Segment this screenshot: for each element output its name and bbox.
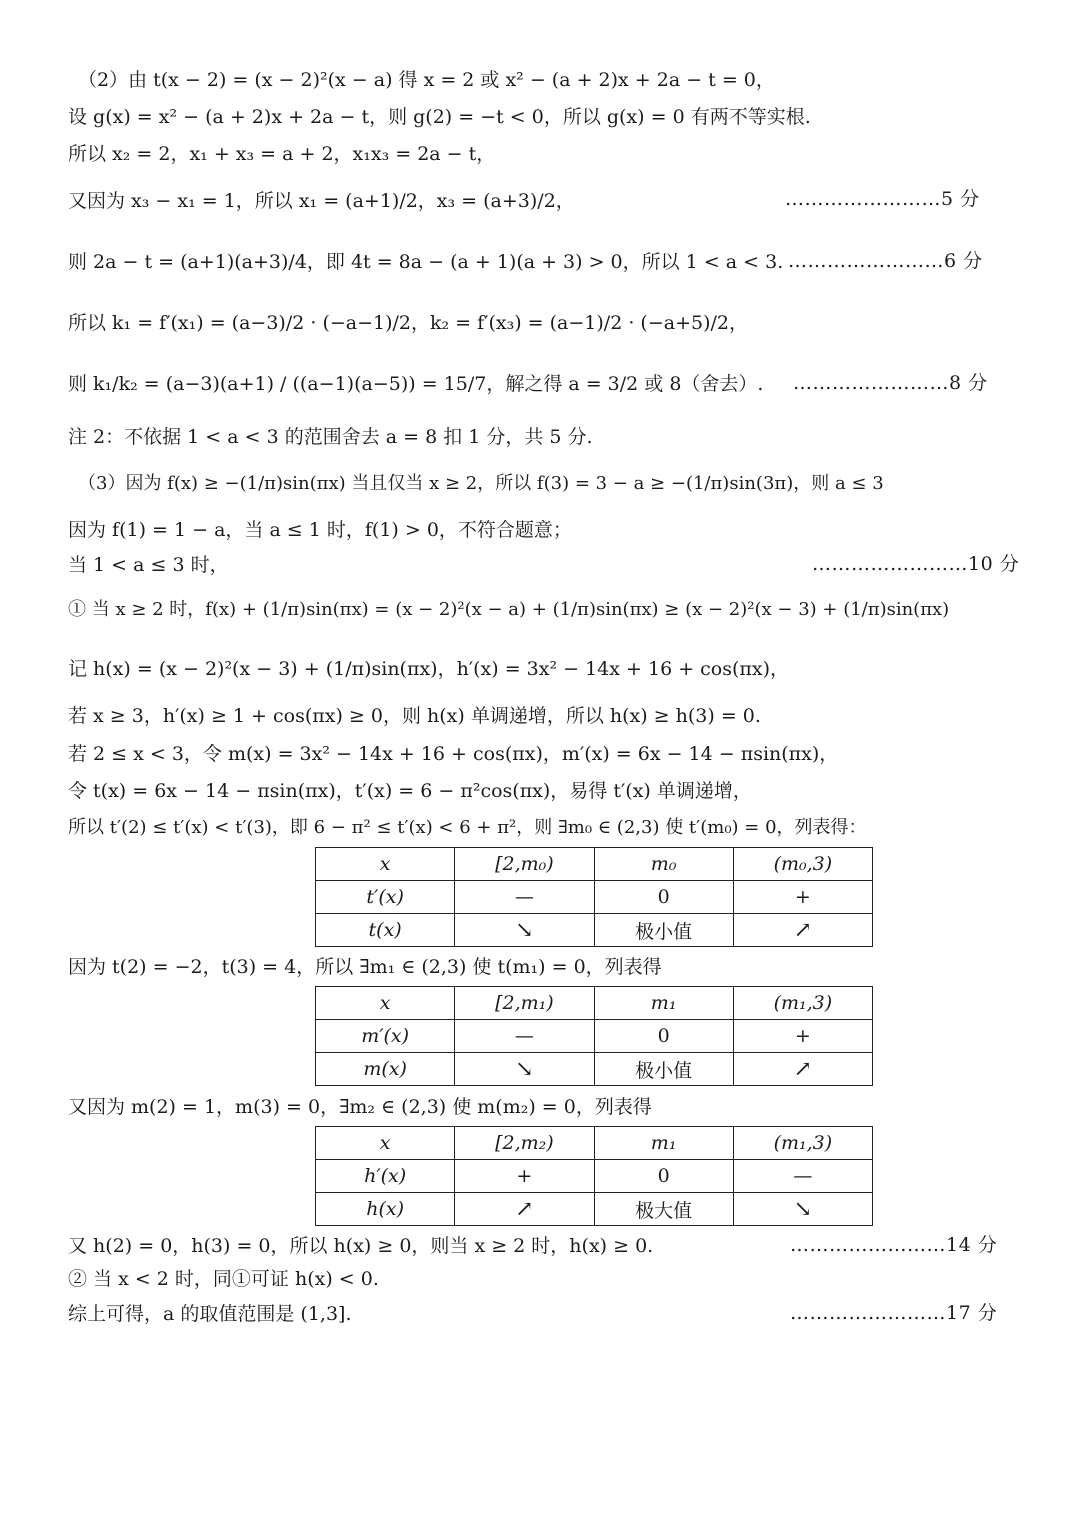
text-line: ① 当 x ≥ 2 时，f(x) + (1/π)sin(πx) = (x − 2)²(x − a) + (1/π)sin(πx) ≥ (x − 2)²(x − 3) + (1/π)sin(πx) — [68, 599, 950, 620]
table-cell: — — [455, 881, 594, 914]
table-cell: — — [733, 1160, 872, 1193]
table-row — [316, 1193, 873, 1226]
increasing-arrow-icon: ↗ — [455, 1193, 594, 1226]
table-row — [316, 848, 873, 881]
table-cell: h(x) — [316, 1193, 455, 1226]
sign-table-m — [315, 986, 873, 1086]
text-line: 则 2a − t = (a+1)(a+3)/4，即 4t = 8a − (a + 1)(a + 3) > 0，所以 1 < a < 3. — [68, 251, 784, 273]
table-cell: 极大值 — [594, 1193, 733, 1226]
table-cell: m(x) — [316, 1053, 455, 1086]
table-cell: — — [455, 1020, 594, 1053]
table-cell: [2,m₀) — [455, 848, 594, 881]
table-cell: t′(x) — [316, 881, 455, 914]
table-cell: 0 — [594, 1020, 733, 1053]
text-line: 所以 t′(2) ≤ t′(x) < t′(3)，即 6 − π² ≤ t′(x) < 6 + π²，则 ∃m₀ ∈ (2,3) 使 t′(m₀) = 0，列表得： — [68, 817, 867, 838]
table-cell: + — [455, 1160, 594, 1193]
table-cell: m₁ — [594, 987, 733, 1020]
table-cell: m′(x) — [316, 1020, 455, 1053]
table-cell: x — [316, 1127, 455, 1160]
text-line: 记 h(x) = (x − 2)²(x − 3) + (1/π)sin(πx)，h′(x) = 3x² − 14x + 16 + cos(πx)， — [68, 658, 790, 680]
table-row — [316, 1127, 873, 1160]
sign-table-h — [315, 1126, 873, 1226]
table-cell: h′(x) — [316, 1160, 455, 1193]
score-mark: ……………………5 分 — [785, 188, 980, 210]
score-mark: ……………………8 分 — [793, 372, 988, 394]
text-line: 因为 t(2) = −2，t(3) = 4，所以 ∃m₁ ∈ (2,3) 使 t(m₁) = 0，列表得 — [68, 956, 662, 978]
table-cell: t(x) — [316, 914, 455, 947]
score-mark: ……………………17 分 — [790, 1302, 998, 1324]
text-line: （3）因为 f(x) ≥ −(1/π)sin(πx) 当且仅当 x ≥ 2，所以 f(3) = 3 − a ≥ −(1/π)sin(3π)，则 a ≤ 3 — [78, 473, 884, 494]
table-row — [316, 1160, 873, 1193]
sign-table-t — [315, 847, 873, 947]
table-row — [316, 1020, 873, 1053]
table-cell: x — [316, 987, 455, 1020]
text-line: 所以 x₂ = 2，x₁ + x₃ = a + 2，x₁x₃ = 2a − t， — [68, 143, 496, 165]
text-line: 若 2 ≤ x < 3，令 m(x) = 3x² − 14x + 16 + cos(πx)，m′(x) = 6x − 14 − πsin(πx)， — [68, 743, 839, 765]
decreasing-arrow-icon: ↘ — [455, 1053, 594, 1086]
increasing-arrow-icon: ↗ — [733, 914, 872, 947]
table-row — [316, 914, 873, 947]
table-cell: [2,m₂) — [455, 1127, 594, 1160]
text-line: 若 x ≥ 3，h′(x) ≥ 1 + cos(πx) ≥ 0，则 h(x) 单调递增，所以 h(x) ≥ h(3) = 0. — [68, 705, 761, 727]
score-mark: ……………………6 分 — [788, 250, 983, 272]
score-mark: ……………………14 分 — [790, 1234, 998, 1256]
text-line: 又因为 x₃ − x₁ = 1，所以 x₁ = (a+1)/2，x₃ = (a+3)/2， — [68, 190, 575, 212]
table-cell: (m₁,3) — [733, 987, 872, 1020]
table-cell: m₀ — [594, 848, 733, 881]
table-cell: (m₀,3) — [733, 848, 872, 881]
table-cell: 0 — [594, 881, 733, 914]
text-line: 又因为 m(2) = 1，m(3) = 0，∃m₂ ∈ (2,3) 使 m(m₂) = 0，列表得 — [68, 1096, 652, 1118]
text-line: 设 g(x) = x² − (a + 2)x + 2a − t，则 g(2) = −t < 0，所以 g(x) = 0 有两不等实根. — [68, 106, 811, 128]
text-line: （2）由 t(x − 2) = (x − 2)²(x − a) 得 x = 2 或 x² − (a + 2)x + 2a − t = 0， — [78, 69, 775, 91]
table-cell: m₁ — [594, 1127, 733, 1160]
table-row — [316, 881, 873, 914]
decreasing-arrow-icon: ↘ — [733, 1193, 872, 1226]
text-line: 则 k₁/k₂ = (a−3)(a+1) / ((a−1)(a−5)) = 15/7，解之得 a = 3/2 或 8（舍去）. — [68, 373, 764, 395]
note-line: 注 2：不依据 1 < a < 3 的范围舍去 a = 8 扣 1 分，共 5 分. — [68, 426, 593, 448]
text-line: 因为 f(1) = 1 − a，当 a ≤ 1 时，f(1) > 0，不符合题意； — [68, 519, 572, 541]
decreasing-arrow-icon: ↘ — [455, 914, 594, 947]
table-cell: + — [733, 881, 872, 914]
increasing-arrow-icon: ↗ — [733, 1053, 872, 1086]
table-cell: x — [316, 848, 455, 881]
score-mark: ……………………10 分 — [812, 553, 1020, 575]
table-cell: [2,m₁) — [455, 987, 594, 1020]
table-cell: 极小值 — [594, 1053, 733, 1086]
text-line: 所以 k₁ = f′(x₁) = (a−3)/2 · (−a−1)/2，k₂ = f′(x₃) = (a−1)/2 · (−a+5)/2， — [68, 312, 748, 334]
table-row — [316, 1053, 873, 1086]
table-row — [316, 987, 873, 1020]
text-line: ② 当 x < 2 时，同①可证 h(x) < 0. — [68, 1268, 379, 1290]
text-line: 又 h(2) = 0，h(3) = 0，所以 h(x) ≥ 0，则当 x ≥ 2 时，h(x) ≥ 0. — [68, 1235, 654, 1257]
text-line: 令 t(x) = 6x − 14 − πsin(πx)，t′(x) = 6 − π²cos(πx)，易得 t′(x) 单调递增， — [68, 780, 752, 802]
table-cell: 0 — [594, 1160, 733, 1193]
table-cell: (m₁,3) — [733, 1127, 872, 1160]
text-line: 当 1 < a ≤ 3 时， — [68, 554, 229, 576]
table-cell: + — [733, 1020, 872, 1053]
text-line: 综上可得，a 的取值范围是 (1,3]. — [68, 1303, 352, 1325]
table-cell: 极小值 — [594, 914, 733, 947]
